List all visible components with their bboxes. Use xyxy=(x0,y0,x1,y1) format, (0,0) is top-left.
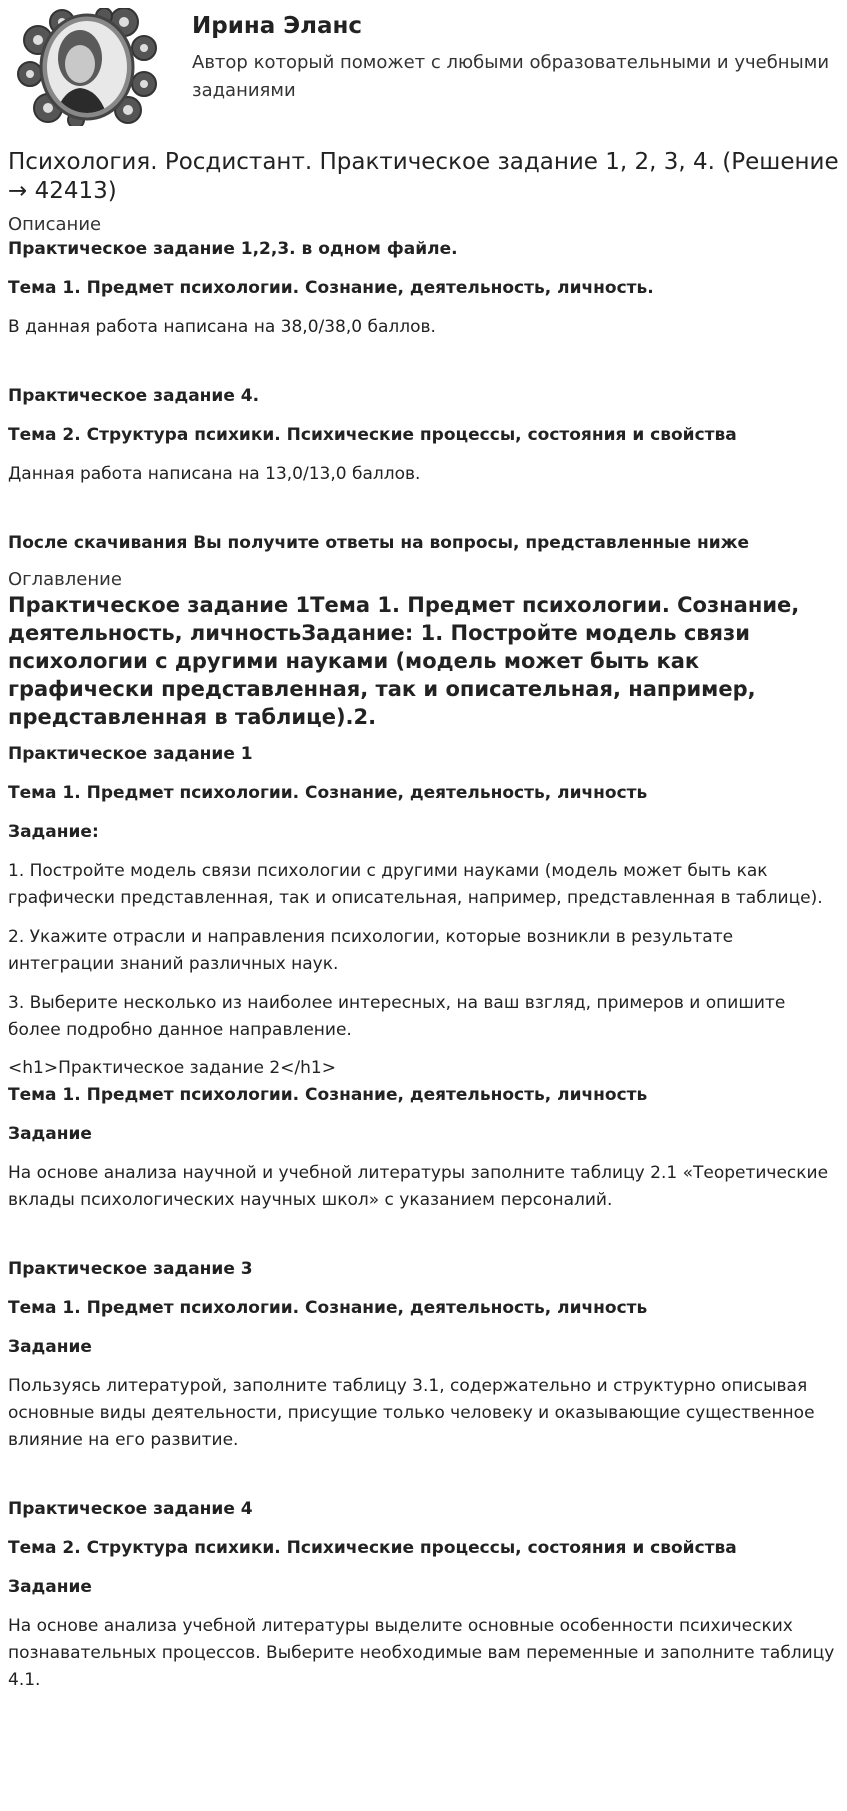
spacer xyxy=(8,1466,839,1496)
spacer xyxy=(8,500,839,530)
task1-item1: 1. Постройте модель связи психологии с другими науками (модель может быть как графически представленная, так и описательная, например, представленная в таблице). xyxy=(8,861,823,908)
author-card xyxy=(8,0,839,140)
description-p7: После скачивания Вы получите ответы на вопросы, представленные ниже xyxy=(8,533,750,553)
task1-topic: Тема 1. Предмет психологии. Сознание, деятельность, личность xyxy=(8,783,648,803)
page-title: Психология. Росдистант. Практическое задание 1, 2, 3, 4. (Решение → 42413) xyxy=(8,149,839,204)
task2-label: Задание xyxy=(8,1124,92,1144)
task2-topic: Тема 1. Предмет психологии. Сознание, деятельность, личность xyxy=(8,1085,648,1105)
task2-raw-title: <h1>Практическое задание 2</h1> xyxy=(8,1058,336,1078)
description-p4: Практическое задание 4. xyxy=(8,386,260,406)
task1-item2: 2. Укажите отрасли и направления психологии, которые возникли в результате интеграции знаний различных наук. xyxy=(8,927,734,974)
description-p3: В данная работа написана на 38,0/38,0 баллов. xyxy=(8,317,436,337)
description-label: Описание xyxy=(8,214,102,235)
description-p1: Практическое задание 1,2,3. в одном файле. xyxy=(8,239,458,259)
description-p2: Тема 1. Предмет психологии. Сознание, деятельность, личность. xyxy=(8,278,654,298)
description-p6: Данная работа написана на 13,0/13,0 баллов. xyxy=(8,464,421,484)
author-name: Ирина Эланс xyxy=(192,13,363,39)
task4-text: На основе анализа учебной литературы выделите основные особенности психических познавательных процессов. Выберите необходимые вам переменные и заполните таблицу 4.1. xyxy=(8,1616,835,1690)
task3-title: Практическое задание 3 xyxy=(8,1259,253,1279)
toc-label: Оглавление xyxy=(8,569,122,590)
spacer xyxy=(8,1226,839,1256)
task3-text: Пользуясь литературой, заполните таблицу 3.1, содержательно и структурно описывая основные виды деятельности, присущие только человеку и оказывающие существенное влияние на его развитие. xyxy=(8,1376,815,1450)
description-p5: Тема 2. Структура психики. Психические процессы, состояния и свойства xyxy=(8,425,737,445)
task1-item3: 3. Выберите несколько из наиболее интересных, на ваш взгляд, примеров и опишите более подробно данное направление. xyxy=(8,993,786,1040)
spacer xyxy=(8,353,839,383)
task3-topic: Тема 1. Предмет психологии. Сознание, деятельность, личность xyxy=(8,1298,648,1318)
task1-label: Задание: xyxy=(8,822,99,842)
task1-title: Практическое задание 1 xyxy=(8,744,253,764)
toc-heading: Практическое задание 1Тема 1. Предмет психологии. Сознание, деятельность, личностьЗадание: 1. Постройте модель связи психологии с другими науками (модель может быть как графически представленная, так и описательная, например, представленная в таблице).2. xyxy=(8,593,800,729)
task2-text: На основе анализа научной и учебной литературы заполните таблицу 2.1 «Теоретические вклады психологических научных школ» с указанием персоналий. xyxy=(8,1163,829,1210)
task4-label: Задание xyxy=(8,1577,92,1597)
task3-label: Задание xyxy=(8,1337,92,1357)
task4-topic: Тема 2. Структура психики. Психические процессы, состояния и свойства xyxy=(8,1538,737,1558)
author-avatar xyxy=(16,8,158,126)
author-description: Автор который поможет с любыми образовательными и учебными заданиями xyxy=(192,52,830,101)
task4-title: Практическое задание 4 xyxy=(8,1499,253,1519)
